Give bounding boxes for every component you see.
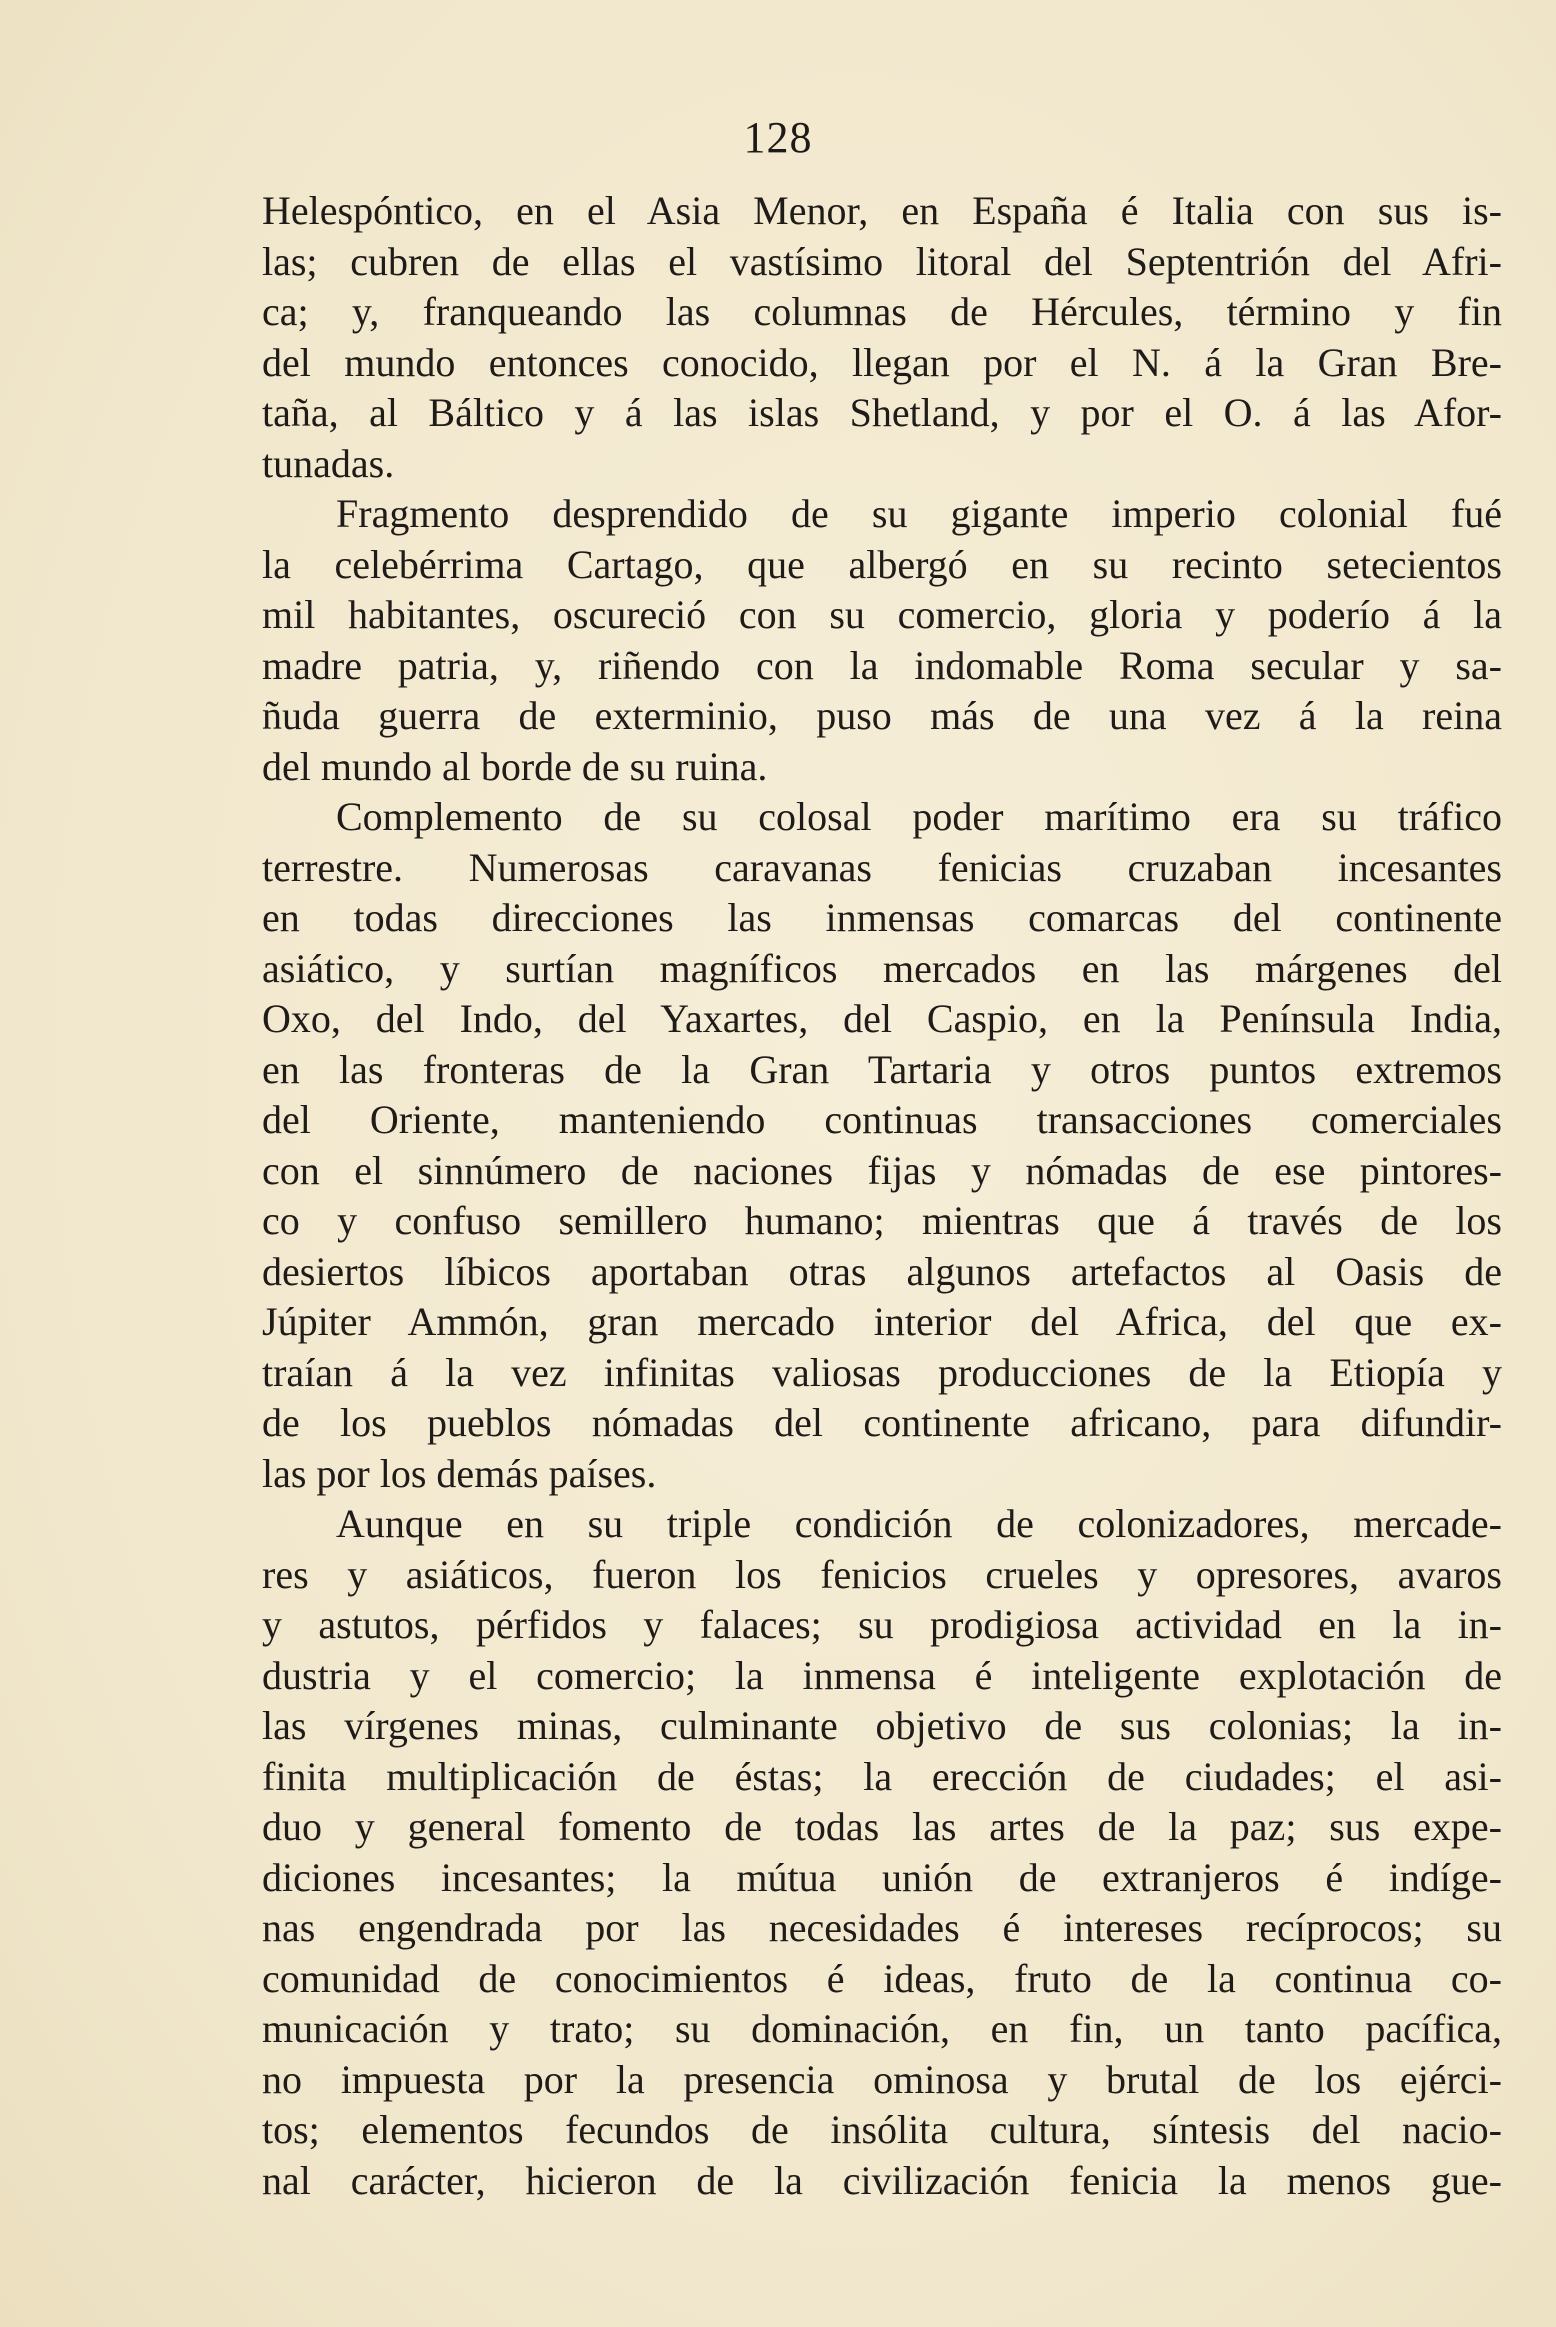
text-line: Oxo, del Indo, del Yaxartes, del Caspio, en la Península India,: [262, 996, 1502, 1041]
text-line: mil habitantes, oscureció con su comercio, gloria y poderío á la: [262, 592, 1502, 637]
text-line: ñuda guerra de exterminio, puso más de una vez á la reina: [262, 693, 1502, 738]
text-line: tunadas.: [262, 440, 395, 486]
text-line: del Oriente, manteniendo continuas transacciones comerciales: [262, 1097, 1502, 1142]
text-line: tos; elementos fecundos de insólita cultura, síntesis del nacio-: [262, 2107, 1502, 2152]
text-line: nas engendrada por las necesidades é intereses recíprocos; su: [262, 1905, 1502, 1950]
text-line: duo y general fomento de todas las artes de la paz; sus expe-: [262, 1804, 1502, 1849]
text-line: en las fronteras de la Gran Tartaria y otros puntos extremos: [262, 1046, 1502, 1092]
text-line: del mundo entonces conocido, llegan por el N. á la Gran Bre-: [262, 339, 1502, 385]
text-line: con el sinnúmero de naciones fijas y nómadas de ese pintores-: [262, 1147, 1502, 1193]
text-line: municación y trato; su dominación, en fin, un tanto pacífica,: [262, 2006, 1502, 2051]
page-number: 128: [743, 113, 813, 162]
text-line: las vírgenes minas, culminante objetivo de sus colonias; la in-: [262, 1703, 1502, 1748]
text-line: taña, al Báltico y á las islas Shetland, y por el O. á las Afor-: [262, 390, 1502, 435]
text-line: res y asiáticos, fueron los fenicios crueles y opresores, avaros: [262, 1551, 1502, 1597]
text-line: comunidad de conocimientos é ideas, fruto de la continua co-: [262, 1955, 1502, 2001]
text-line: Complemento de su colosal poder marítimo era su tráfico: [336, 794, 1502, 839]
text-line: finita multiplicación de éstas; la erección de ciudades; el asi-: [262, 1753, 1502, 1799]
text-line: de los pueblos nómadas del continente africano, para difundir-: [262, 1400, 1502, 1445]
text-line: en todas direcciones las inmensas comarcas del continente: [262, 895, 1502, 940]
text-line: Helespóntico, en el Asia Menor, en España é Italia con sus is-: [262, 188, 1502, 233]
text-line: del mundo al borde de su ruina.: [262, 743, 768, 789]
text-line: traían á la vez infinitas valiosas producciones de la Etiopía y: [262, 1349, 1502, 1395]
text-line: la celebérrima Cartago, que albergó en su recinto setecientos: [262, 541, 1502, 587]
text-line: desiertos líbicos aportaban otras algunos artefactos al Oasis de: [262, 1248, 1502, 1294]
text-line: dustria y el comercio; la inmensa é inteligente explotación de: [262, 1652, 1502, 1698]
text-line: ca; y, franqueando las columnas de Hércules, término y fin: [262, 289, 1502, 334]
text-line: diciones incesantes; la mútua unión de extranjeros é indíge-: [262, 1854, 1502, 1900]
text-line: nal carácter, hicieron de la civilización fenicia la menos gue-: [262, 2157, 1502, 2203]
text-line: asiático, y surtían magníficos mercados en las márgenes del: [262, 945, 1502, 991]
text-line: madre patria, y, riñendo con la indomable Roma secular y sa-: [262, 642, 1502, 688]
text-line: Aunque en su triple condición de colonizadores, mercade-: [336, 1501, 1502, 1546]
text-line: no impuesta por la presencia ominosa y brutal de los ejérci-: [262, 2056, 1502, 2102]
text-line: Fragmento desprendido de su gigante imperio colonial fué: [336, 491, 1502, 536]
text-line: Júpiter Ammón, gran mercado interior del Africa, del que ex-: [262, 1299, 1502, 1344]
text-line: terrestre. Numerosas caravanas fenicias cruzaban incesantes: [262, 844, 1502, 890]
text-line: co y confuso semillero humano; mientras que á través de los: [262, 1198, 1502, 1243]
text-line: y astutos, pérfidos y falaces; su prodigiosa actividad en la in-: [262, 1602, 1502, 1647]
body-text: [262, 186, 1502, 2206]
text-line: las; cubren de ellas el vastísimo litoral del Septentrión del Afri-: [262, 238, 1502, 284]
text-line: las por los demás países.: [262, 1450, 657, 1496]
